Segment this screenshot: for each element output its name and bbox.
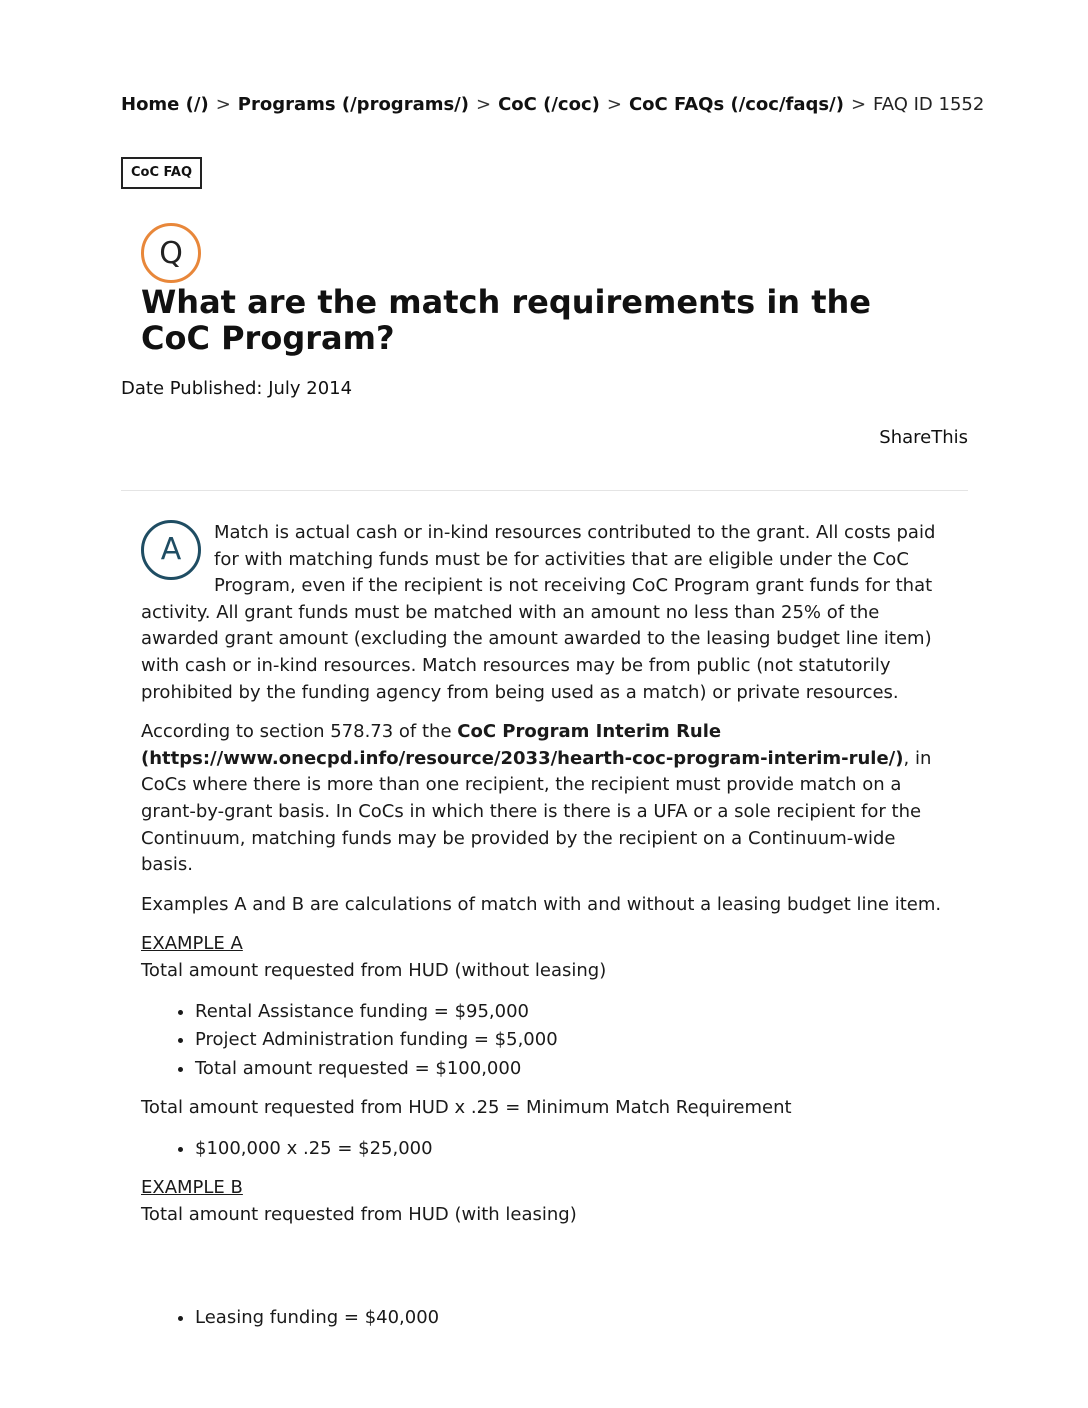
answer-paragraph-3: Examples A and B are calculations of match with and without a leasing budget line item. [141, 893, 942, 915]
breadcrumb-separator: > [215, 94, 231, 115]
breadcrumb-current: FAQ ID 1552 [873, 94, 985, 115]
breadcrumb-programs-link[interactable]: Programs (/programs/) [237, 94, 469, 115]
example-a-title: EXAMPLE A [141, 933, 243, 955]
list-item: • Leasing funding = $40,000 [195, 1305, 947, 1332]
example-b-title: EXAMPLE B [141, 1177, 243, 1199]
breadcrumb-faqs-link[interactable]: CoC FAQs (/coc/faqs/) [628, 94, 844, 115]
list-item: • $100,000 x .25 = $25,000 [195, 1136, 947, 1163]
example-a-formula: Total amount requested from HUD x .25 = Minimum Match Requirement [141, 1097, 792, 1119]
breadcrumb-separator: > [606, 94, 622, 115]
paragraph-text: , in CoCs where there is more than one recipient, the recipient must provide match on a grant-by-grant basis. In CoCs in which there is there is a UFA or a sole recipient for the Continuum, matching funds may be provided by the recipient on a Continuum-wide basis. [141, 747, 932, 876]
example-b-list [195, 1305, 947, 1332]
question-badge: Q [141, 223, 201, 283]
example-b [141, 1175, 947, 1331]
breadcrumb-separator: > [475, 94, 492, 115]
spacer [141, 1229, 947, 1291]
page-title: What are the match requirements in the CoC Program? [141, 283, 871, 357]
divider [121, 490, 968, 491]
share-this-button[interactable]: ShareThis [879, 427, 968, 448]
example-b-subtitle: Total amount requested from HUD (with leasing) [141, 1204, 577, 1226]
answer-paragraph-2 [141, 719, 947, 879]
paragraph-text: According to section 578.73 of the [141, 721, 458, 743]
example-a-calc-list [195, 1136, 947, 1163]
breadcrumb-coc-link[interactable]: CoC (/coc) [498, 94, 600, 115]
list-item: • Rental Assistance funding = $95,000 [195, 999, 947, 1026]
example-a-subtitle: Total amount requested from HUD (without leasing) [141, 959, 607, 981]
breadcrumb-separator: > [850, 94, 867, 115]
answer-paragraph-1: Match is actual cash or in-kind resources contributed to the grant. All costs paid for with matching funds must be for activities that are eligible under the CoC Program, even if the recipient is not receiving CoC Program grant funds for that activity. All grant funds must be matched with an amount no less than 25% of the awarded grant amount (excluding the amount awarded to the leasing budget line item) with cash or in-kind resources. Match resources may be from public (not statutorily prohibited by the funding agency from being used as a match) or private resources. [141, 522, 936, 703]
date-published: Date Published: July 2014 [121, 378, 353, 399]
example-a [141, 931, 947, 1162]
list-item: • Total amount requested = $100,000 [195, 1056, 947, 1083]
answer-badge: A [141, 520, 201, 580]
example-a-list [195, 999, 947, 1083]
list-item: • Project Administration funding = $5,000 [195, 1027, 947, 1054]
breadcrumb-home-link[interactable]: Home (/) [121, 94, 209, 115]
breadcrumb [121, 92, 984, 116]
category-tag: CoC FAQ [121, 157, 202, 189]
answer-section [141, 520, 947, 1344]
interim-rule-link[interactable]: CoC Program Interim Rule (https://www.onecpd.info/resource/2033/hearth-coc-program-interim-rule/) [141, 721, 904, 769]
